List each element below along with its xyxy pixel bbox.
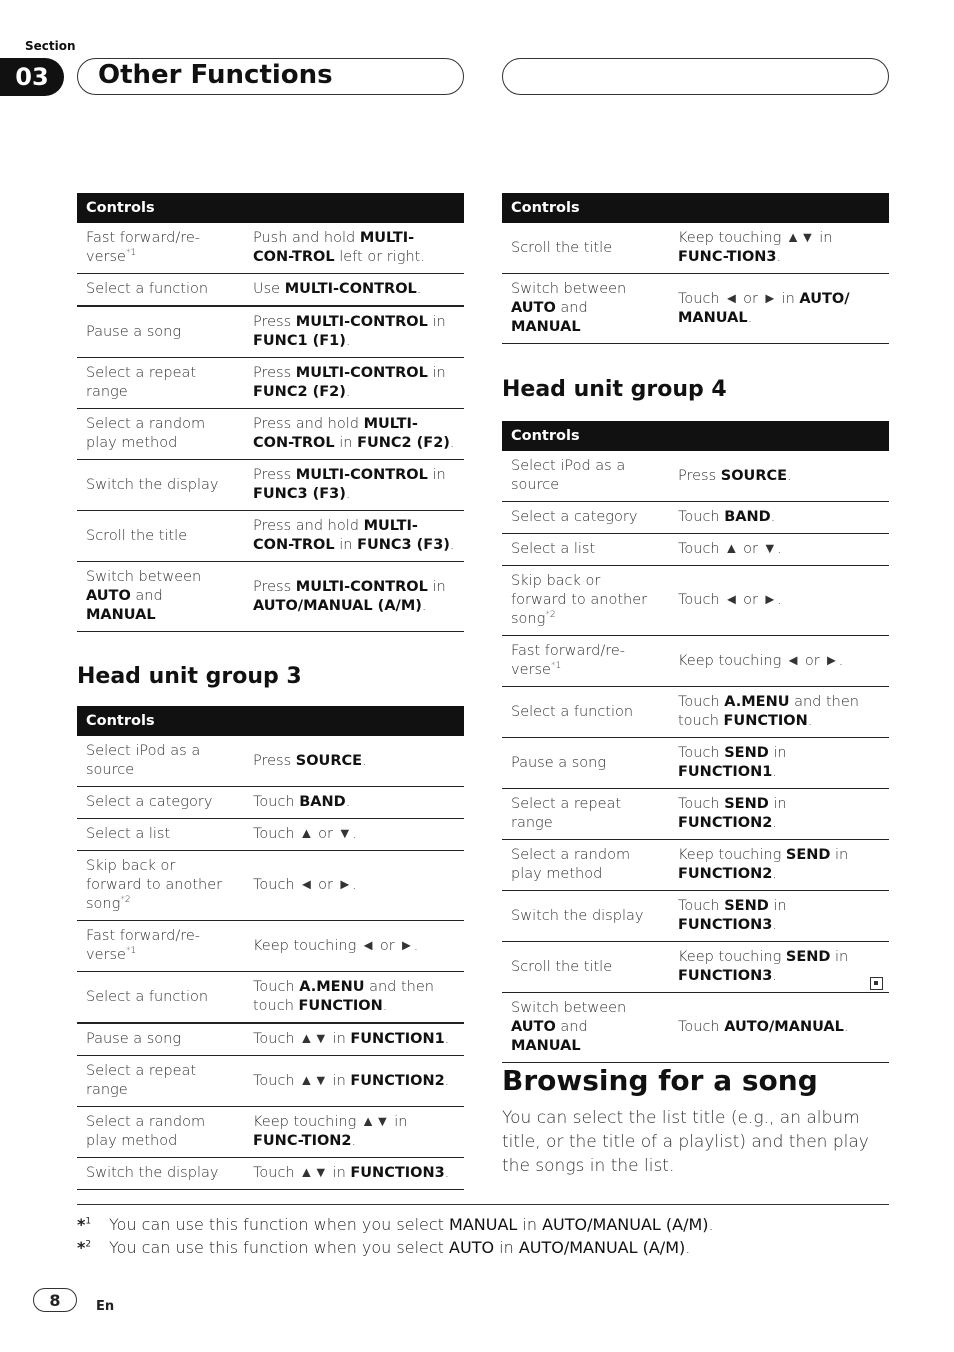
control-cell: Keep touching SEND in FUNCTION2. xyxy=(669,840,889,891)
table-row xyxy=(502,636,889,687)
table-row xyxy=(502,534,889,566)
table-row xyxy=(502,993,889,1063)
table-row xyxy=(502,840,889,891)
control-cell: Press SOURCE. xyxy=(244,736,464,787)
action-cell: Scroll the title xyxy=(77,511,244,562)
table-row xyxy=(77,274,464,307)
action-cell: Pause a song xyxy=(77,1023,244,1056)
action-cell: Select a random play method xyxy=(502,840,669,891)
control-cell: Touch ◄ or ►. xyxy=(669,566,889,636)
table-row xyxy=(502,274,889,344)
control-cell: Touch ▲▼ in FUNCTION2. xyxy=(244,1056,464,1107)
action-cell: Select a repeat range xyxy=(77,1056,244,1107)
control-cell: Press and hold MULTI-CON-TROL in FUNC2 (F2). xyxy=(244,409,464,460)
control-cell: Touch A.MENU and then touch FUNCTION. xyxy=(669,687,889,738)
controls-table-group3-cont xyxy=(502,193,889,344)
action-cell: Fast forward/re-verse$^{*1}$ xyxy=(502,636,669,687)
action-cell: Select a repeat range xyxy=(77,358,244,409)
control-cell: Touch SEND in FUNCTION2. xyxy=(669,789,889,840)
action-cell: Select a function xyxy=(77,972,244,1024)
table-row xyxy=(77,1107,464,1158)
table-header: Controls xyxy=(502,421,889,451)
control-cell: Keep touching ◄ or ►. xyxy=(669,636,889,687)
heading-group4: Head unit group 4 xyxy=(502,377,727,402)
action-cell: Scroll the title xyxy=(502,942,669,993)
control-cell: Touch ◄ or ► in AUTO/ MANUAL. xyxy=(669,274,889,344)
table-row xyxy=(502,566,889,636)
table-row xyxy=(77,1023,464,1056)
table-row xyxy=(502,891,889,942)
control-cell: Touch AUTO/MANUAL. xyxy=(669,993,889,1063)
table-row xyxy=(77,511,464,562)
section-number-badge: 03 xyxy=(0,58,64,96)
control-cell: Keep touching ◄ or ►. xyxy=(244,921,464,972)
control-cell: Touch A.MENU and then touch FUNCTION. xyxy=(244,972,464,1024)
table-row xyxy=(77,921,464,972)
footnote-1 xyxy=(77,1215,714,1234)
table-row xyxy=(77,787,464,819)
header-frame-right xyxy=(502,58,889,95)
table-row xyxy=(77,358,464,409)
section-title: Other Functions xyxy=(98,60,333,90)
footnote-text: You can use this function when you select AUTO in AUTO/MANUAL (A/M). xyxy=(109,1238,691,1257)
action-cell: Select iPod as a source xyxy=(77,736,244,787)
table-row xyxy=(502,502,889,534)
table-header: Controls xyxy=(502,193,889,223)
table-row xyxy=(502,942,889,993)
control-cell: Touch BAND. xyxy=(669,502,889,534)
action-cell: Select a random play method xyxy=(77,1107,244,1158)
browsing-text: You can select the list title (e.g., an album title, or the title of a playlist) and then play the songs in the list. xyxy=(502,1108,869,1176)
section-title-frame xyxy=(77,58,464,95)
control-cell: Touch BAND. xyxy=(244,787,464,819)
table-header: Controls xyxy=(77,706,464,736)
table-row xyxy=(77,819,464,851)
action-cell: Select a list xyxy=(77,819,244,851)
control-cell: Press and hold MULTI-CON-TROL in FUNC3 (F3). xyxy=(244,511,464,562)
action-cell: Fast forward/re-verse$^{*1}$ xyxy=(77,223,244,274)
section-label: Section xyxy=(25,39,76,53)
footnote-2 xyxy=(77,1238,690,1257)
control-cell: Touch ▲▼ in FUNCTION1. xyxy=(244,1023,464,1056)
action-cell: Switch between AUTO and MANUAL xyxy=(502,993,669,1063)
control-cell: Press MULTI-CONTROL in FUNC1 (F1). xyxy=(244,306,464,358)
control-cell: Press MULTI-CONTROL in AUTO/MANUAL (A/M). xyxy=(244,562,464,632)
control-cell: Keep touching ▲▼ in FUNC-TION3. xyxy=(669,223,889,274)
action-cell: Switch the display xyxy=(77,1158,244,1190)
action-cell: Select a repeat range xyxy=(502,789,669,840)
table-row xyxy=(77,1056,464,1107)
table-row xyxy=(77,972,464,1024)
action-cell: Select a category xyxy=(77,787,244,819)
heading-group3: Head unit group 3 xyxy=(77,664,302,689)
action-cell: Select a function xyxy=(77,274,244,307)
action-cell: Select iPod as a source xyxy=(502,451,669,502)
control-cell: Touch SEND in FUNCTION1. xyxy=(669,738,889,789)
control-cell: Touch SEND in FUNCTION3. xyxy=(669,891,889,942)
table-row xyxy=(77,562,464,632)
table-row xyxy=(77,460,464,511)
controls-table-group2-cont xyxy=(77,193,464,632)
table-header: Controls xyxy=(77,193,464,223)
language-label: En xyxy=(96,1299,115,1314)
control-cell: Touch ▲ or ▼. xyxy=(669,534,889,566)
controls-table-group4 xyxy=(502,421,889,1063)
action-cell: Switch between AUTO and MANUAL xyxy=(77,562,244,632)
table-row xyxy=(77,1158,464,1190)
table-row xyxy=(502,738,889,789)
control-cell: Keep touching ▲▼ in FUNC-TION2. xyxy=(244,1107,464,1158)
table-row xyxy=(77,736,464,787)
control-cell: Use MULTI-CONTROL. xyxy=(244,274,464,307)
control-cell: Push and hold MULTI-CON-TROL left or right. xyxy=(244,223,464,274)
control-cell: Press MULTI-CONTROL in FUNC2 (F2). xyxy=(244,358,464,409)
control-cell: Press MULTI-CONTROL in FUNC3 (F3). xyxy=(244,460,464,511)
footnote-divider xyxy=(77,1204,889,1205)
table-row xyxy=(77,409,464,460)
end-mark-icon xyxy=(870,977,883,990)
action-cell: Switch the display xyxy=(502,891,669,942)
table-row xyxy=(502,789,889,840)
page-number: 8 xyxy=(33,1288,77,1312)
action-cell: Select a random play method xyxy=(77,409,244,460)
table-row xyxy=(502,223,889,274)
table-row xyxy=(77,223,464,274)
action-cell: Fast forward/re-verse$^{*1}$ xyxy=(77,921,244,972)
action-cell: Scroll the title xyxy=(502,223,669,274)
footnote-mark: *$^2$ xyxy=(77,1238,92,1257)
control-cell: Press SOURCE. xyxy=(669,451,889,502)
control-cell: Touch ◄ or ►. xyxy=(244,851,464,921)
footnote-mark: *$^1$ xyxy=(77,1215,92,1234)
table-row xyxy=(77,306,464,358)
browsing-heading: Browsing for a song xyxy=(502,1064,818,1097)
action-cell: Pause a song xyxy=(77,306,244,358)
table-row xyxy=(502,687,889,738)
controls-table-group3 xyxy=(77,706,464,1190)
action-cell: Select a list xyxy=(502,534,669,566)
action-cell: Select a category xyxy=(502,502,669,534)
control-cell: Keep touching SEND in FUNCTION3. xyxy=(669,942,889,993)
control-cell: Touch ▲ or ▼. xyxy=(244,819,464,851)
action-cell: Switch between AUTO and MANUAL xyxy=(502,274,669,344)
control-cell: Touch ▲▼ in FUNCTION3. xyxy=(244,1158,464,1190)
action-cell: Skip back or forward to another song$^{*2}$ xyxy=(502,566,669,636)
action-cell: Select a function xyxy=(502,687,669,738)
table-row xyxy=(77,851,464,921)
action-cell: Switch the display xyxy=(77,460,244,511)
action-cell: Pause a song xyxy=(502,738,669,789)
action-cell: Skip back or forward to another song$^{*2}$ xyxy=(77,851,244,921)
table-row xyxy=(502,451,889,502)
footnote-text: You can use this function when you select MANUAL in AUTO/MANUAL (A/M). xyxy=(109,1215,714,1234)
